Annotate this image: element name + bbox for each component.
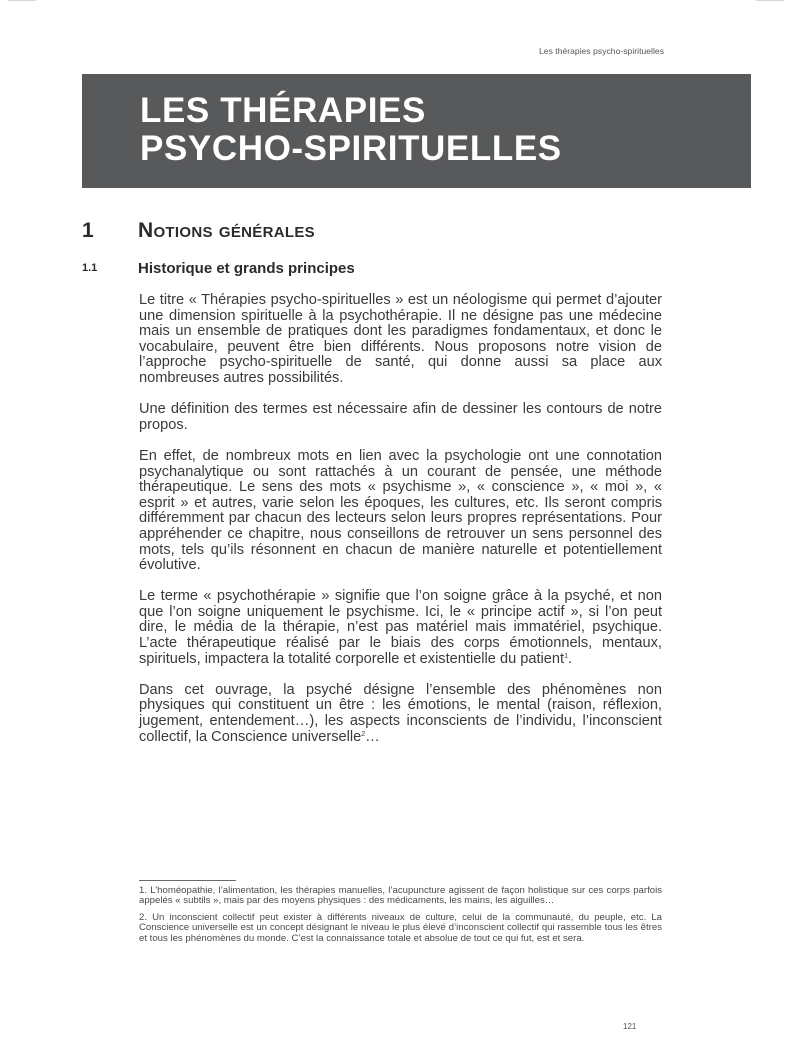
chapter-title-line-2: PSYCHO-SPIRITUELLES	[140, 129, 562, 168]
crop-mark-left	[8, 0, 36, 1]
footnote-text: Un inconscient collectif peut exister à différents niveaux de culture, celui de la communauté, du peuple, etc. La Conscience universelle est un concept désignant le niveau le plus élevé d’inconscient collectif qui rassemble tous les êtres et tous les phénomènes du monde. C’est la connaissance totale et absolue de tout ce qui fut, est et sera.	[139, 911, 663, 944]
footnote-ref-1[interactable]: 1	[564, 652, 568, 660]
footnote-divider	[139, 880, 236, 881]
section-number: 1	[82, 219, 94, 242]
paragraph-4	[139, 589, 662, 667]
footnote-number: 2.	[139, 911, 148, 923]
subsection-number: 1.1	[82, 262, 98, 274]
subsection-title: Historique et grands principes	[138, 260, 355, 277]
crop-mark-right	[756, 0, 784, 1]
paragraph-3	[139, 449, 662, 574]
paragraph-tail: .	[567, 650, 573, 667]
footnotes	[139, 886, 662, 950]
paragraph-text: En effet, de nombreux mots en lien avec la psychologie ont une connotation psychanalytique ou sont rattachés à un courant de pensée, une méthode thérapeutique. Le sens des mots « psychisme », « conscience », « moi », « esprit » et autres, varie selon les époques, les cultures, etc. Ils seront compris différemment par chacun des lecteurs selon leurs propres représentations. Pour appréhender ce chapitre, nous conseillons de retrouver un sens personnel des mots, tels qu’ils résonnent en chacun de manière naturelle et potentiellement évolutive.	[139, 447, 662, 574]
paragraph-text: Le terme « psychothérapie » signifie que l’on soigne grâce à la psyché, et non que l’on soigne uniquement le psychisme. Ici, le « principe actif », si l’on peut dire, le média de la thérapie, n’est pas matériel mais immatériel, psychique. L’acte thérapeutique réalisé par le biais des corps émotionnels, mentaux, spirituels, impactera la totalité corporelle et existentielle du patient	[139, 588, 662, 667]
paragraph-2	[139, 402, 662, 433]
paragraph-tail: …	[365, 728, 380, 745]
chapter-title	[140, 92, 562, 168]
page-number: 121	[623, 1022, 637, 1031]
paragraph-text: Une définition des termes est nécessaire afin de dessiner les contours de notre propos.	[139, 401, 662, 433]
footnote-ref-2[interactable]: 2	[361, 730, 366, 738]
paragraph-5	[139, 683, 662, 745]
paragraph-1	[139, 293, 662, 387]
chapter-title-banner	[82, 74, 751, 188]
paragraph-text: Le titre « Thérapies psycho-spirituelles » est un néologisme qui permet d’ajouter une dimension spirituelle à la psychothérapie. Il ne désigne pas une médecine mais un ensemble de pratiques dont les paradigmes fondamentaux, et donc le vocabulaire, peuvent être bien différents. Nous proposons notre vision de l’approche psycho-spirituelle de santé, qui donne aussi sa place aux nombreuses autres possibilités.	[139, 292, 662, 386]
footnote-2	[139, 913, 662, 944]
footnote-number: 1.	[139, 885, 148, 896]
footnote-text: L’homéopathie, l’alimentation, les thérapies manuelles, l’acupuncture agissent de façon holistique sur ces corps parfois appelés « subtils », mais par des moyens physiques : des médicaments, les mains, les aiguilles…	[139, 885, 663, 907]
chapter-title-line-1: LES THÉRAPIES	[140, 91, 426, 130]
body-text	[139, 293, 662, 745]
section-title: Notions générales	[138, 219, 315, 242]
paragraph-text: Dans cet ouvrage, la psyché désigne l’ensemble des phénomènes non physiques qui constituent un être : les émotions, le mental (raison, réflexion, jugement, entendement…), les aspects inconscients de l’individu, l’inconscient collectif, la Conscience universelle	[139, 681, 662, 745]
running-head: Les thérapies psycho-spirituelles	[539, 46, 664, 56]
footnote-1	[139, 886, 662, 907]
